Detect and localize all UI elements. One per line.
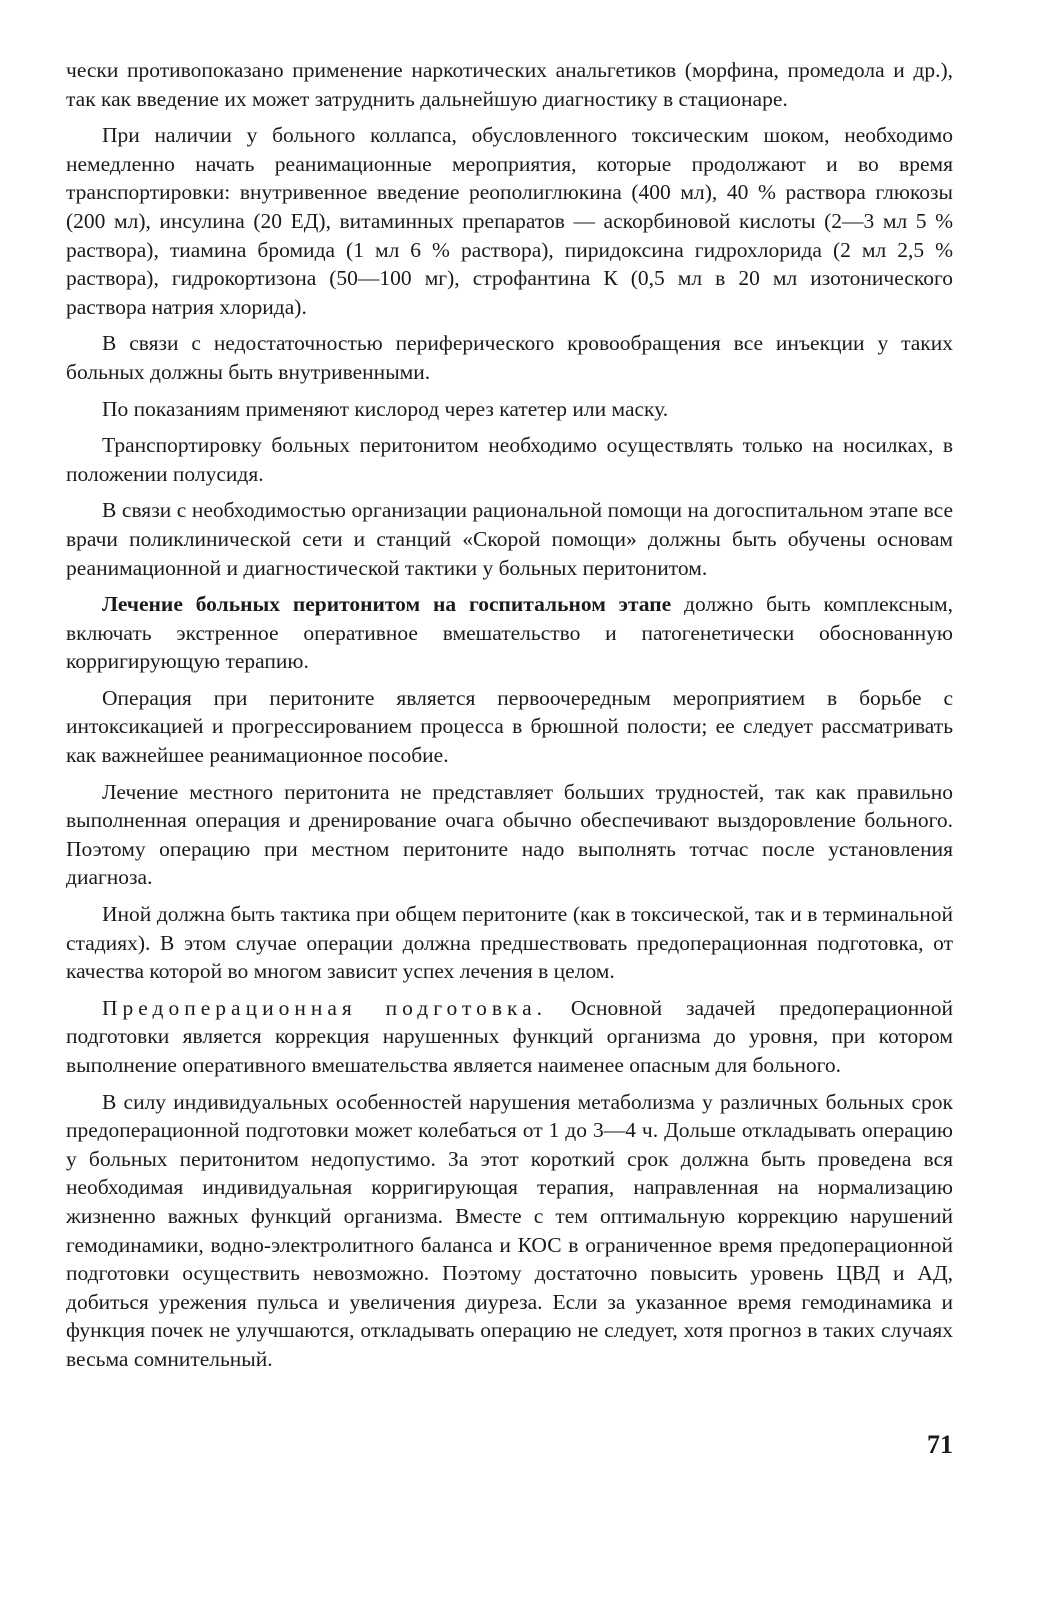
paragraph-text: В связи с недостаточностью периферического кровообращения все инъекции у таких больных должны быть внутривенными. — [66, 331, 953, 384]
spaced-lead-phrase: Предоперационная подготовка. — [102, 995, 548, 1020]
paragraph-text: Лечение местного перитонита не представляет больших трудностей, так как правильно выполненная операция и дренирование очага обычно обеспечивают выздоровление больного. Поэтому операцию при местном перитоните надо выполнять тотчас после установления диагноза. — [66, 779, 953, 890]
bold-lead-phrase: Лечение больных перитонитом на госпитальном этапе — [102, 592, 672, 617]
paragraph-text: Операция при перитоните является первоочередным мероприятием в борьбе с интоксикацией и прогрессированием процесса в брюшной полости; ее следует рассматривать как важнейшее реанимационное пособие. — [66, 685, 953, 768]
paragraph-8 — [66, 684, 953, 770]
paragraph-text: Основной задачей предоперационной подготовки является коррекция нарушенных функций организма до уровня, при котором выполнение оперативного вмешательства является наименее опасным для больного. — [66, 995, 953, 1077]
paragraph-text: должно быть комплексным, включать экстренное оперативное вмешательство и патогенетически обоснованную корригирующую терапию. — [66, 592, 954, 674]
page-body — [66, 56, 953, 1382]
paragraph-text: Иной должна быть тактика при общем перитоните (как в токсической, так и в терминальной стадиях). В этом случае операции должна предшествовать предоперационная подготовка, от качества которой во многом зависит успех лечения в целом. — [66, 902, 953, 984]
paragraph-2 — [66, 121, 953, 321]
paragraph-7 — [66, 590, 953, 676]
paragraph-3 — [66, 329, 953, 386]
paragraph-text: По показаниям применяют кислород через катетер или маску. — [102, 396, 669, 421]
paragraph-text: В силу индивидуальных особенностей нарушения метаболизма у различных больных срок предоперационной подготовки может колебаться от 1 до 3—4 ч. Дольше откладывать операцию у больных перитонитом недопустимо. За этот короткий срок должна быть проведена вся необходимая индивидуальная корригирующая терапия, направленная на нормализацию жизненно важных функций организма. Вместе с тем оптимальную коррекцию нарушений гемодинамики, водно-электролитного баланса и КОС в ограниченное время предоперационной подготовки осуществить невозможно. Поэтому достаточно повысить уровень ЦВД и АД, добиться урежения пульса и увеличения диуреза. Если за указанное время гемодинамика и функция почек не улучшаются, откладывать операцию не следует, хотя прогноз в таких случаях весьма сомнительный. — [66, 1089, 953, 1371]
paragraph-1 — [66, 56, 953, 113]
page-number: 71 — [927, 1430, 953, 1459]
paragraph-4 — [66, 395, 953, 424]
paragraph-text: Транспортировку больных перитонитом необходимо осуществлять только на носилках, в положении полусидя. — [66, 433, 953, 486]
paragraph-10 — [66, 900, 953, 986]
paragraph-12 — [66, 1088, 953, 1374]
paragraph-text: В связи с необходимостью организации рациональной помощи на догоспитальном этапе все врачи поликлинической сети и станций «Скорой помощи» должны быть обучены основам реанимационной и диагностической тактики у больных перитонитом. — [66, 498, 953, 580]
paragraph-5 — [66, 431, 953, 488]
paragraph-11 — [66, 994, 953, 1080]
paragraph-text: При наличии у больного коллапса, обусловленного токсическим шоком, необходимо немедленно начать реанимационные мероприятия, которые продолжают и во время транспортировки: внутривенное введение реополиглюкина (400 мл), 40 % раствора глюкозы (200 мл), инсулина (20 ЕД), витаминных препаратов — аскорбиновой кислоты (2—3 мл 5 % раствора), тиамина бромида (1 мл 6 % раствора), пиридоксина гидрохлорида (2 мл 2,5 % раствора), гидрокортизона (50—100 мг), строфантина К (0,5 мл в 20 мл изотонического раствора натрия хлорида). — [66, 123, 953, 319]
paragraph-9 — [66, 778, 953, 892]
paragraph-text: чески противопоказано применение наркотических анальгетиков (морфина, промедола и др.), так как введение их может затруднить дальнейшую диагностику в стационаре. — [66, 58, 953, 111]
paragraph-6 — [66, 496, 953, 582]
